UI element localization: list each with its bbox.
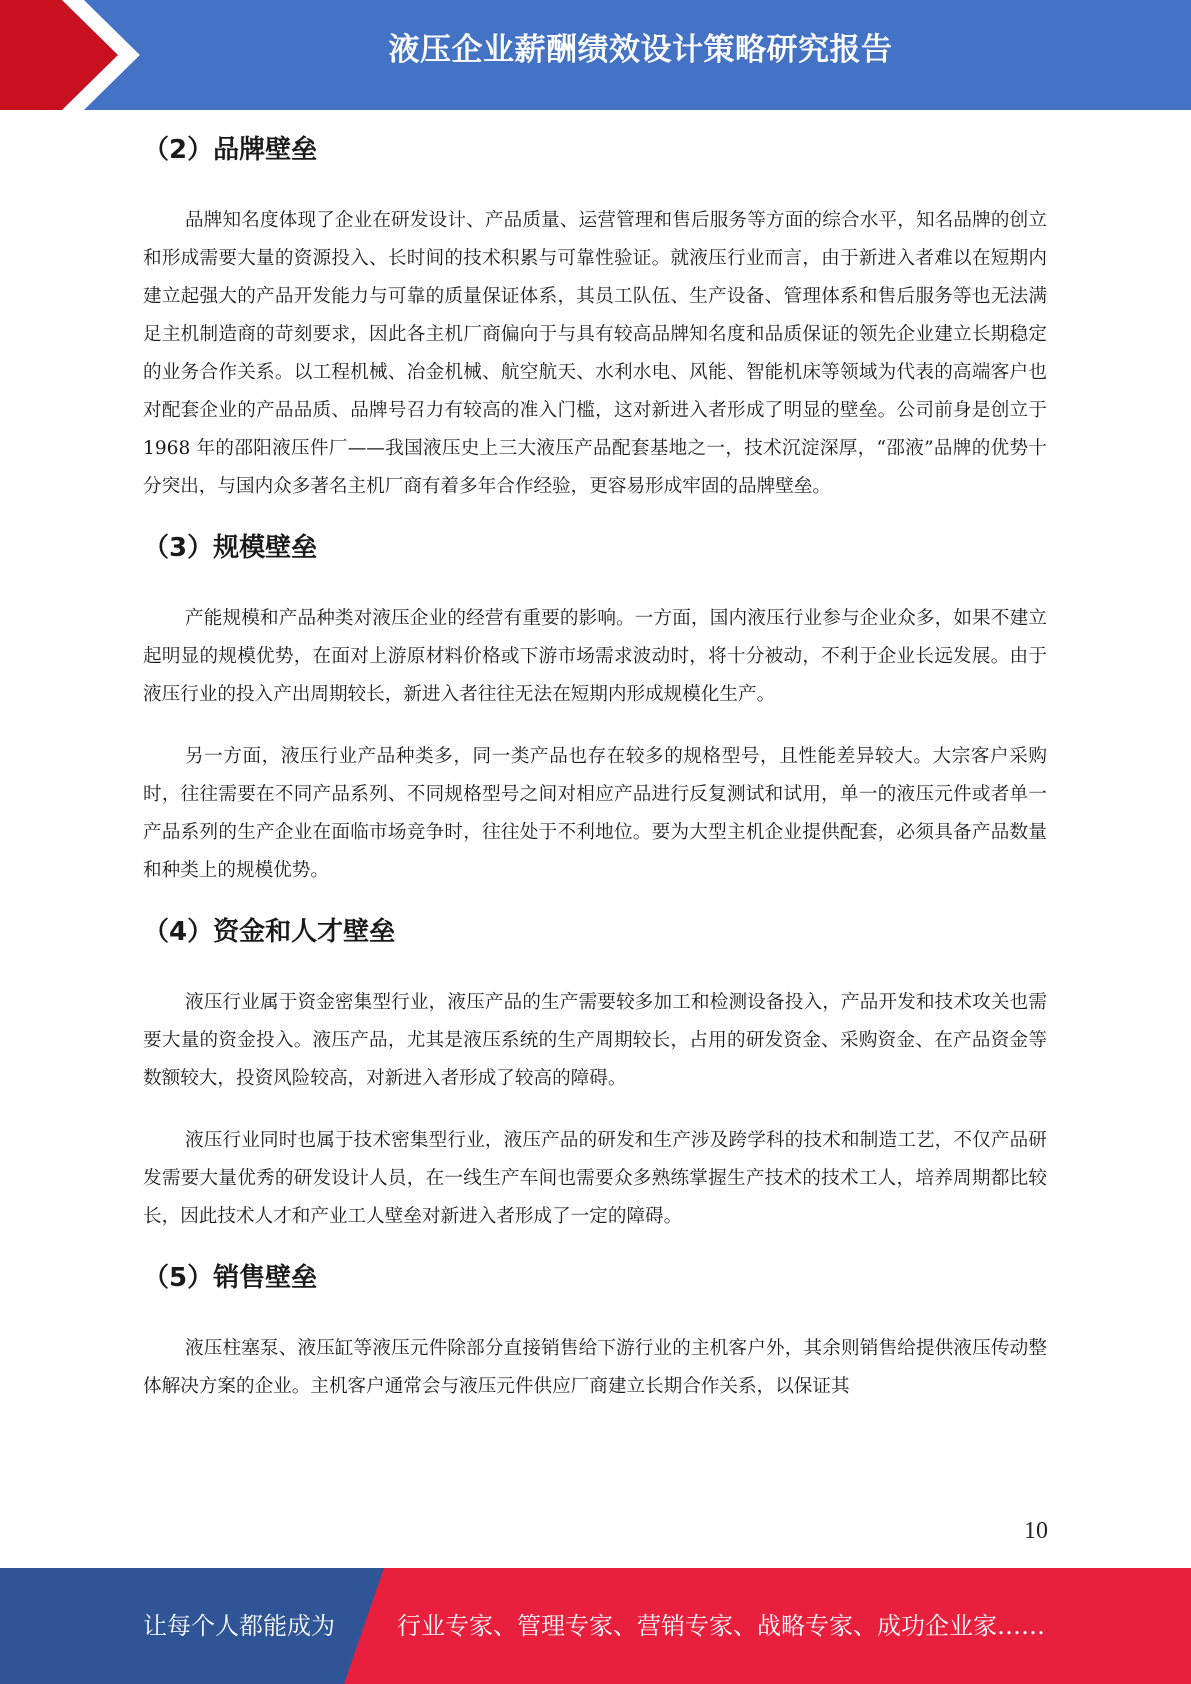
paragraph: 另一方面，液压行业产品种类多，同一类产品也存在较多的规格型号，且性能差异较大。大宗客户采购时，往往需要在不同产品系列、不同规格型号之间对相应产品进行反复测试和试用，单一的液压元件或者单一产品系列的生产企业在面临市场竞争时，往往处于不利地位。要为大型主机企业提供配套，必须具备产品数量和种类上的规模优势。: [143, 746, 1047, 881]
section-heading: （4）资金和人才壁垒: [143, 917, 396, 947]
page-header: [0, 0, 1191, 110]
section-scale-barrier: [143, 516, 1047, 890]
footer-slogan-left: 让每个人都能成为: [143, 1612, 335, 1640]
paragraph: 液压行业属于资金密集型行业，液压产品的生产需要较多加工和检测设备投入，产品开发和技术攻关也需要大量的资金投入。液压产品，尤其是液压系统的生产周期较长，占用的研发资金、采购资金、在产品资金等数额较大，投资风险较高，对新进入者形成了较高的障碍。: [143, 992, 1047, 1089]
section-sales-barrier: [143, 1246, 1047, 1406]
paragraph: 液压柱塞泵、液压缸等液压元件除部分直接销售给下游行业的主机客户外，其余则销售给提供液压传动整体解决方案的企业。主机客户通常会与液压元件供应厂商建立长期合作关系，以保证其: [143, 1338, 1047, 1397]
document-title: 液压企业薪酬绩效设计策略研究报告: [388, 32, 893, 68]
paragraph: 品牌知名度体现了企业在研发设计、产品质量、运营管理和售后服务等方面的综合水平，知名品牌的创立和形成需要大量的资源投入、长时间的技术积累与可靠性验证。就液压行业而言，由于新进入者难以在短期内建立起强大的产品开发能力与可靠的质量保证体系，其员工队伍、生产设备、管理体系和售后服务等也无法满足主机制造商的苛刻要求，因此各主机厂商偏向于与具有较高品牌知名度和品质保证的领先企业建立长期稳定的业务合作关系。以工程机械、冶金机械、航空航天、水利水电、风能、智能机床等领域为代表的高端客户也对配套企业的产品品质、品牌号召力有较高的准入门槛，这对新进入者形成了明显的壁垒。公司前身是创立于 1968 年的邵阳液压件厂——我国液压史上三大液压产品配套基地之一，技术沉淀深厚，“邵液”品牌的优势十分突出，与国内众多著名主机厂商有着多年合作经验，更容易形成牢固的品牌壁垒。: [143, 210, 1047, 497]
page-content: [143, 118, 1047, 1406]
paragraph: 产能规模和产品种类对液压企业的经营有重要的影响。一方面，国内液压行业参与企业众多，如果不建立起明显的规模优势，在面对上游原材料价格或下游市场需求波动时，将十分被动，不利于企业长远发展。由于液压行业的投入产出周期较长，新进入者往往无法在短期内形成规模化生产。: [143, 608, 1047, 705]
page-number: 10: [1024, 1518, 1048, 1544]
section-brand-barrier: [143, 118, 1047, 506]
section-heading: （3）规模壁垒: [143, 533, 318, 563]
footer-slogan-right: 行业专家、管理专家、营销专家、战略专家、成功企业家……: [397, 1612, 1045, 1640]
paragraph: 液压行业同时也属于技术密集型行业，液压产品的研发和生产涉及跨学科的技术和制造工艺，不仅产品研发需要大量优秀的研发设计人员，在一线生产车间也需要众多熟练掌握生产技术的技术工人，培养周期都比较长，因此技术人才和产业工人壁垒对新进入者形成了一定的障碍。: [143, 1130, 1047, 1227]
section-heading: （2）品牌壁垒: [143, 135, 318, 165]
page-footer: [0, 1568, 1191, 1684]
section-capital-talent-barrier: [143, 900, 1047, 1236]
section-heading: （5）销售壁垒: [143, 1263, 318, 1293]
